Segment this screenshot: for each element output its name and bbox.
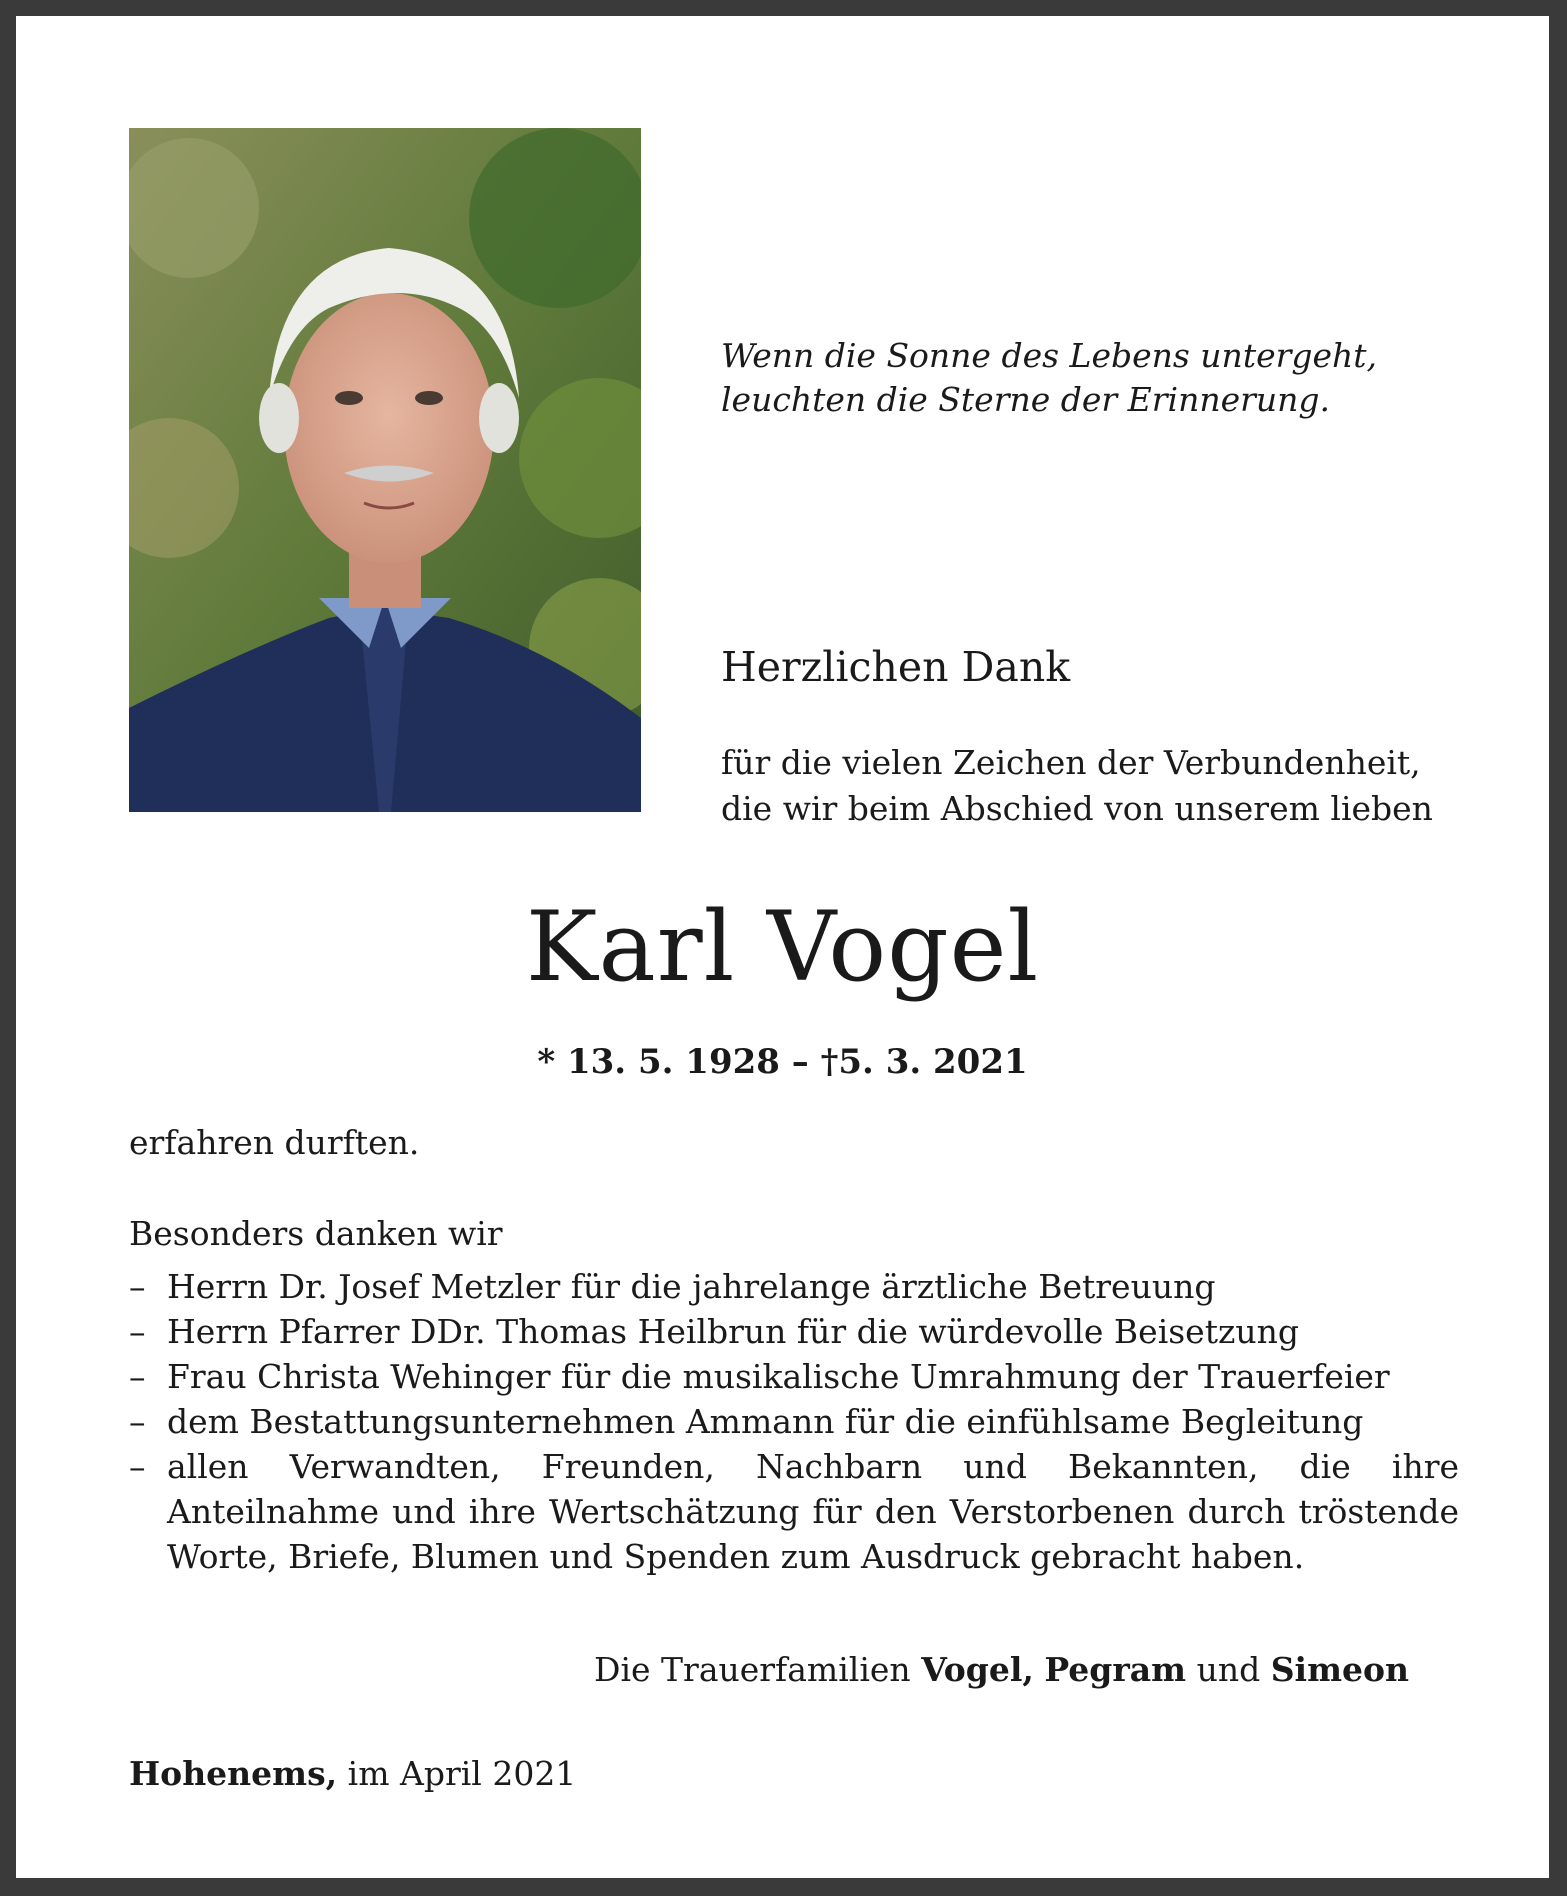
quote-line-1: Wenn die Sonne des Lebens untergeht, xyxy=(721,336,1378,375)
family-name-vogel: Vogel, xyxy=(921,1650,1034,1689)
list-item-text: allen Verwandten, Freunden, Nachbarn und Bekannten, die ihre Anteilnahme und ihre Wertschätzung für den Verstorbenen durch tröstende Worte, Briefe, Blumen und Spenden zum Ausdruck gebracht haben. xyxy=(167,1447,1459,1576)
place-name: Hohenems, xyxy=(129,1754,338,1793)
thanks-heading: Herzlichen Dank xyxy=(721,643,1071,691)
family-name-simeon: Simeon xyxy=(1270,1650,1409,1689)
dash-marker: – xyxy=(129,1312,146,1351)
signature-prefix: Die Trauerfamilien xyxy=(594,1650,911,1689)
dash-marker: – xyxy=(129,1447,146,1486)
portrait-photo xyxy=(129,128,641,812)
family-signature xyxy=(594,1648,1409,1692)
list-item xyxy=(129,1444,1459,1579)
thanks-line-1: für die vielen Zeichen der Verbundenheit, xyxy=(721,743,1421,782)
list-item xyxy=(129,1399,1459,1444)
signature-conjunction: und xyxy=(1196,1650,1261,1689)
special-thanks-intro: Besonders danken wir xyxy=(129,1214,503,1253)
family-name-pegram: Pegram xyxy=(1044,1650,1187,1689)
obituary-card xyxy=(16,16,1549,1878)
dash-marker: – xyxy=(129,1357,146,1396)
deceased-name: Karl Vogel xyxy=(525,891,1040,1003)
quote-line-2: leuchten die Sterne der Erinnerung. xyxy=(721,380,1331,419)
thanks-line-2: die wir beim Abschied von unserem lieben xyxy=(721,789,1433,828)
place-date xyxy=(129,1752,576,1796)
dash-marker: – xyxy=(129,1267,146,1306)
list-item-text: dem Bestattungsunternehmen Ammann für die einfühlsame Begleitung xyxy=(167,1402,1364,1441)
dash-marker: – xyxy=(129,1402,146,1441)
thanks-list xyxy=(129,1264,1459,1579)
portrait-image xyxy=(129,128,641,812)
life-dates: * 13. 5. 1928 – †5. 3. 2021 xyxy=(537,1042,1028,1082)
date-text: im April 2021 xyxy=(347,1754,577,1793)
list-item-text: Herrn Dr. Josef Metzler für die jahrelange ärztliche Betreuung xyxy=(167,1267,1216,1306)
list-item xyxy=(129,1309,1459,1354)
memorial-quote xyxy=(721,334,1441,422)
list-item xyxy=(129,1354,1459,1399)
list-item-text: Herrn Pfarrer DDr. Thomas Heilbrun für die würdevolle Beisetzung xyxy=(167,1312,1299,1351)
list-item xyxy=(129,1264,1459,1309)
experienced-text: erfahren durften. xyxy=(129,1123,420,1162)
thanks-text xyxy=(721,740,1451,832)
list-item-text: Frau Christa Wehinger für die musikalische Umrahmung der Trauerfeier xyxy=(167,1357,1390,1396)
